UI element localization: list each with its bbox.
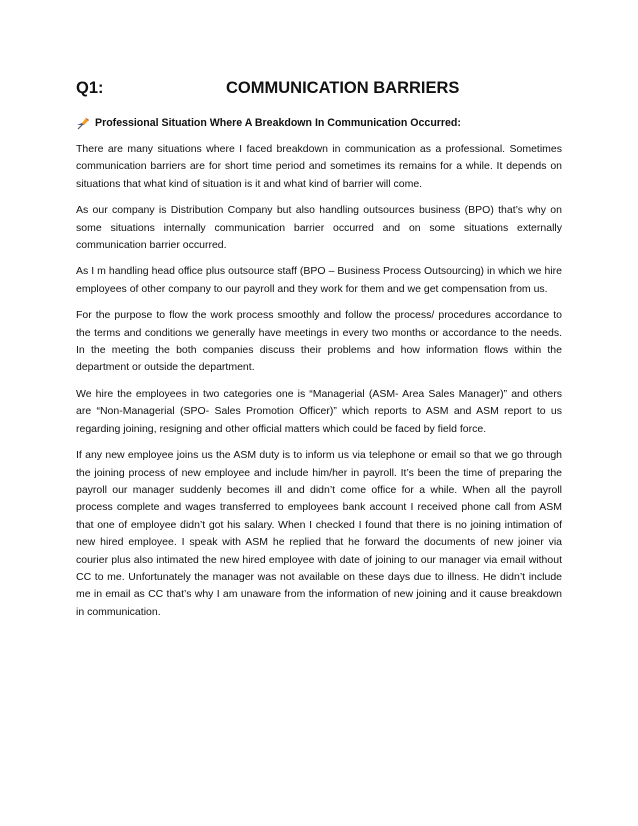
paragraph: There are many situations where I faced breakdown in communication as a professional. Sometimes communication barriers are for short time period and sometimes its remains for a while. It depends on situations that what kind of situation is it and what kind of barrier will come. <box>76 143 562 190</box>
paragraph: We hire the employees in two categories one is “Managerial (ASM- Area Sales Manager)” and others are “Non-Managerial (SPO- Sales Promotion Officer)” which reports to ASM and ASM report to us regarding joining, resigning and other official matters which could be faced by field force. <box>76 387 562 435</box>
pushpin-icon <box>76 116 91 130</box>
paragraph: For the purpose to flow the work process smoothly and follow the process/ procedures accordance to the terms and conditions we generally have meetings in every two months or accordance to the needs. In the meeting the both companies discuss their problems and how information flows within the department or outside the department. <box>76 309 562 374</box>
page-title: COMMUNICATION BARRIERS <box>226 79 460 97</box>
paragraph: As our company is Distribution Company but also handling outsources business (BPO) that’s why on some situations internally communication barrier occurred and on some situations externally communication barrier occurred. <box>76 204 562 252</box>
subheading-text: Professional Situation Where A Breakdown In Communication Occurred: <box>95 117 461 129</box>
question-number: Q1: <box>76 79 104 97</box>
paragraph: As I m handling head office plus outsource staff (BPO – Business Process Outsourcing) in which we hire employees of other company to our payroll and they work for them and we get compensation from us. <box>76 265 562 295</box>
question-heading <box>76 79 566 101</box>
paragraph: If any new employee joins us the ASM duty is to inform us via telephone or email so that we go through the joining process of new employee and include him/her in payroll. It’s been the time of preparing the payroll our manager suddenly becomes ill and didn’t come office for a while. When all the payroll process complete and wages transferred to employees bank account I received phone call from ASM that one of employee didn’t got his salary. When I checked I found that there is no joining intimation of new hired employee. I speak with ASM he replied that he forward the documents of new joiner via courier plus also intimated the new hired employee with date of joining to our manager via email without CC to me. Unfortunately the manager was not available on these days due to illness. He didn’t include me in email as CC that’s why I am unaware from the information of new joining and it cause breakdown in communication. <box>76 449 562 618</box>
document-body <box>76 141 562 630</box>
section-subheading <box>76 115 566 133</box>
